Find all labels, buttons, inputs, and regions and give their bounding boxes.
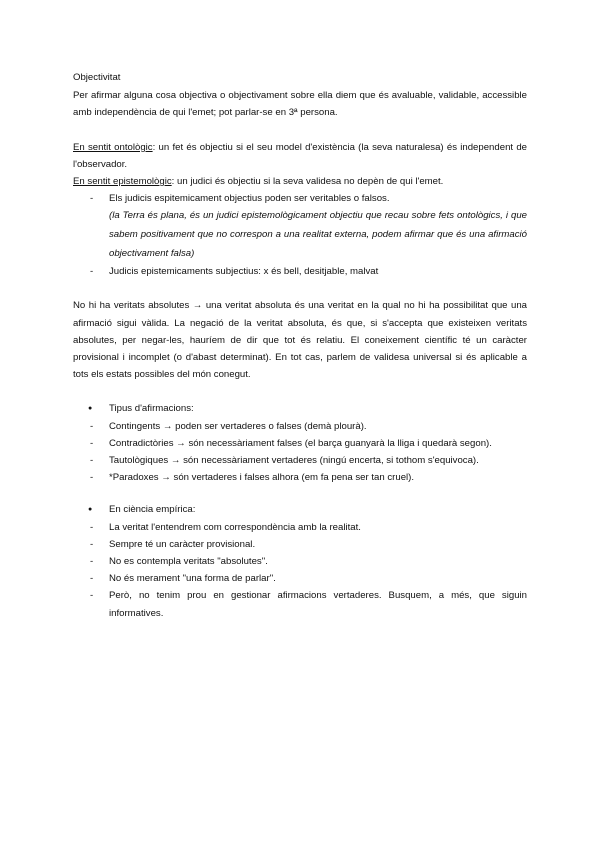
- list-item: - Sempre té un caràcter provisional.: [73, 536, 527, 553]
- example-note: (la Terra és plana, és un judici epistemològicament objectiu que recau sobre fets ontològics, i que sabem positivament que no correspon a una realitat externa, podem afirmar que és una afirmació objectivament falsa): [109, 210, 527, 259]
- list-item: - Contradictòries → són necessàriament falses (el barça guanyarà la lliga i quedarà segon).: [73, 435, 527, 452]
- spacer: [73, 280, 527, 297]
- epistemologic-text: : un judici és objectiu si la seva validesa no depèn de qui l'emet.: [171, 176, 444, 188]
- doc-title: Objectivitat: [73, 72, 121, 83]
- ontologic-text: : un fet és objectiu si el seu model d'existència (la seva naturalesa) és independent de l'observador.: [73, 141, 527, 170]
- list-item-text: Judicis epistemicaments subjectius: x és bell, desitjable, malvat: [109, 266, 379, 278]
- list-item: - No és merament "una forma de parlar".: [73, 570, 527, 587]
- list-item: - Contingents → poden ser vertaderes o falses (demà plourà).: [73, 418, 527, 435]
- ontologic-paragraph: [73, 139, 527, 173]
- list-item: - Tautològiques → són necessàriament vertaderes (ningú encerta, si tothom s'equivoca).: [73, 452, 527, 469]
- list-item: - La veritat l'entendrem com correspondència amb la realitat.: [73, 519, 527, 536]
- absolutes-paragraph: No hi ha veritats absolutes → una veritat absoluta és una veritat en la qual no hi ha possibilitat que una afirmació sigui vàlida. La negació de la veritat absoluta, és que, si s'accepta que existeixen veritats absolutes, per negar-les, hauríem de dir que tot és relatiu. El coneixement científic té un caràcter provisional i incomplet (o d'abast determinat). En tot cas, parlem de validesa universal si és aplicable a tots els estats possibles del món conegut.: [73, 300, 527, 381]
- intro-paragraph: Per afirmar alguna cosa objectiva o objectivament sobre ella diem que és avaluable, validable, accessible amb independència de qui l'emet; pot parlar-se en 3ª persona.: [73, 90, 527, 119]
- epistemologic-list: [73, 190, 527, 280]
- list-item: - No es contempla veritats "absolutes".: [73, 553, 527, 570]
- spacer: [73, 383, 527, 400]
- epistemologic-paragraph: [73, 173, 527, 190]
- list-item: - Però, no tenim prou en gestionar afirmacions vertaderes. Busquem, a més, que siguin informatives.: [73, 587, 527, 621]
- spacer: [73, 122, 527, 139]
- ontologic-label: En sentit ontològic: [73, 141, 153, 153]
- list-item: - *Paradoxes → són vertaderes i falses alhora (em fa pena ser tan cruel).: [73, 469, 527, 486]
- list-item-text: Els judicis espitemicament objectius poden ser veritables o falsos.: [109, 193, 390, 205]
- ciencia-list: [73, 501, 527, 621]
- tipus-heading: ● Tipus d'afirmacions:: [73, 400, 527, 417]
- ciencia-heading: ● En ciència empírica:: [73, 501, 527, 518]
- list-item: [73, 263, 527, 280]
- tipus-list: [73, 400, 527, 486]
- epistemologic-label: En sentit epistemològic: [73, 176, 172, 188]
- document-page: [73, 69, 527, 622]
- spacer: [73, 486, 527, 501]
- list-item: [73, 190, 527, 263]
